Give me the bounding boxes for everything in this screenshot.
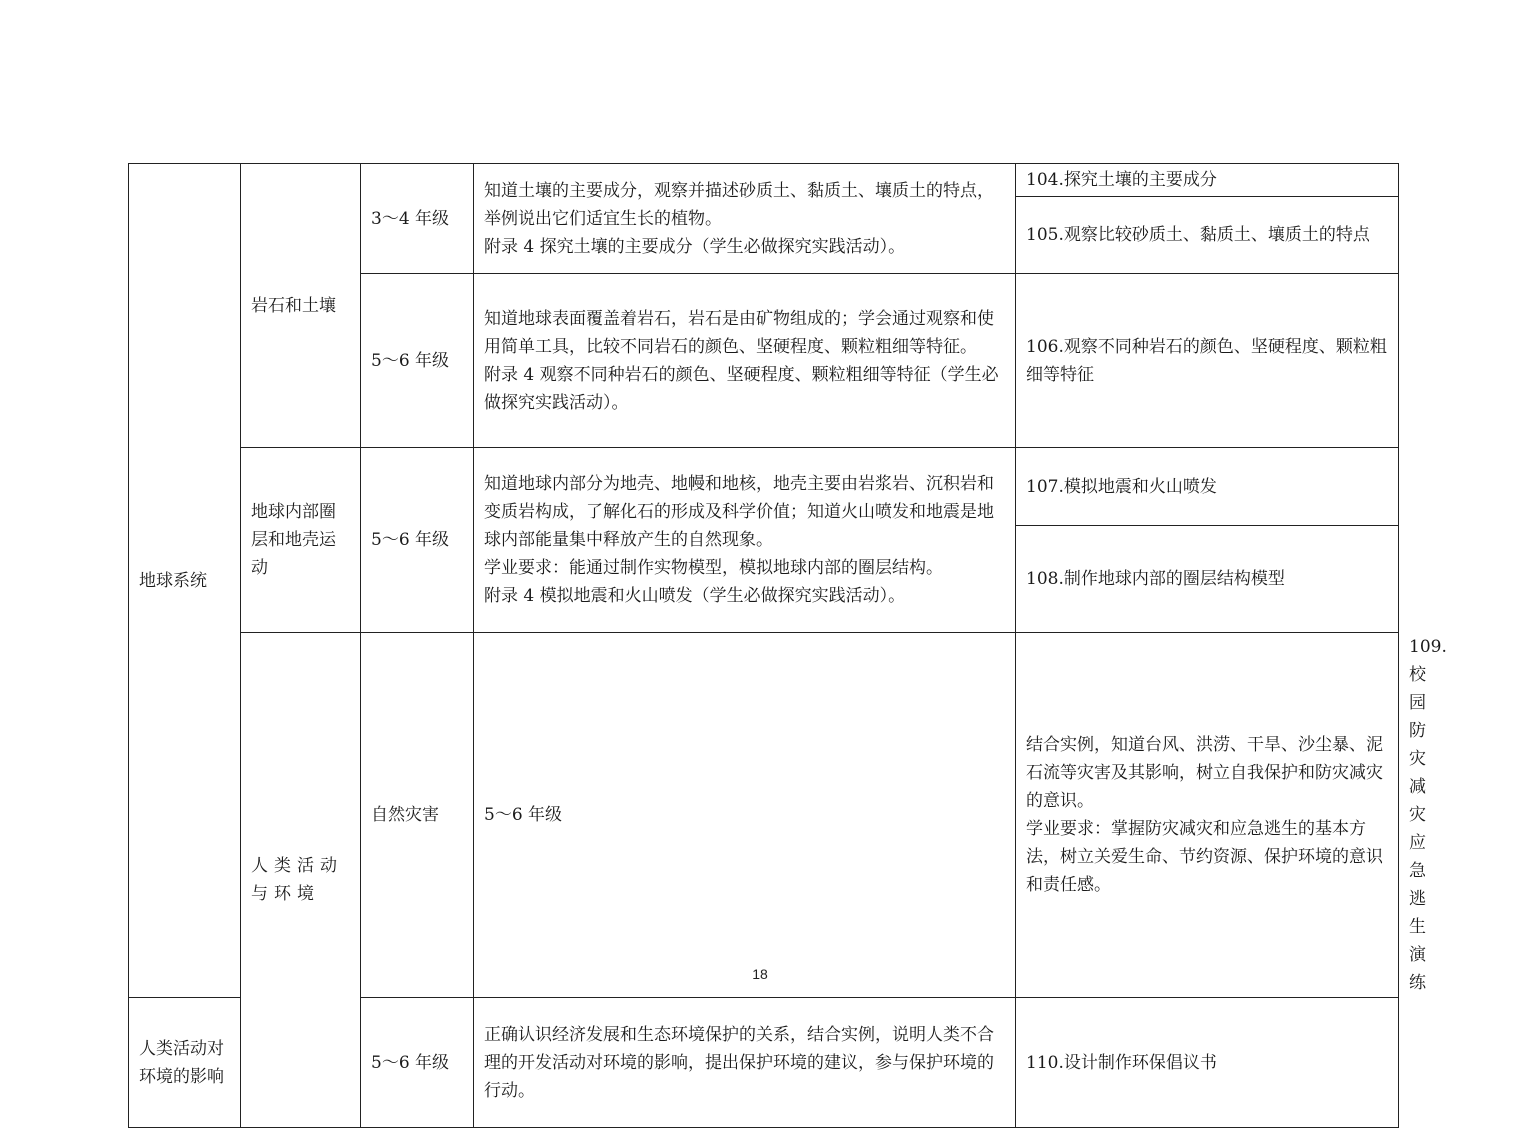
- topic-rock-soil: 岩石和土壤: [241, 164, 361, 448]
- requirement-interior: [474, 448, 1016, 633]
- page-number: 18: [752, 966, 768, 982]
- grade-5-6-interior: 5～6 年级: [361, 448, 474, 633]
- requirement-disaster-text: 结合实例，知道台风、洪涝、干旱、沙尘暴、泥石流等灾害及其影响，树立自我保护和防灾减灾的意识。: [1026, 735, 1383, 811]
- activity-106: 106.观察不同种岩石的颜色、坚硬程度、颗粒粗细等特征: [1016, 274, 1399, 448]
- requirement-disaster-academic: 学业要求：掌握防灾减灾和应急逃生的基本方法，树立关爱生命、节约资源、保护环境的意识和责任感。: [1026, 819, 1383, 895]
- requirement-impact-text: 正确认识经济发展和生态环境保护的关系，结合实例，说明人类不合理的开发活动对环境的影响，提出保护环境的建议，参与保护环境的行动。: [484, 1024, 994, 1101]
- domain-earth-system: 地球系统: [129, 164, 241, 998]
- requirement-soil-text: 知道土壤的主要成分，观察并描述砂质土、黏质土、壤质土的特点，举例说出它们适宜生长的植物。: [484, 180, 994, 229]
- activity-107: 107.模拟地震和火山喷发: [1016, 448, 1399, 526]
- requirement-soil-appendix: 附录 4 探究土壤的主要成分（学生必做探究实践活动）。: [484, 236, 906, 257]
- topic-earth-interior: 地球内部圈层和地壳运动: [241, 448, 361, 633]
- curriculum-table: 地球系统 岩石和土壤 3～4 年级 知道土壤的主要成分，观察并描述砂质土、黏质土、壤质土的特点，举例说出它们适宜生长的植物。 附录 4 探究土壤的主要成分（学生必做探究实践活动）。 104.探究土壤的主要成分 105.观察比较砂质土、黏质土、壤质土的特点 5～6 年级 知道地球表面覆盖着岩石，岩石是由矿物组成的；学会通过观察和使用简单工具，比较不同岩石的颜色、坚硬程度、颗粒粗细等特征。 附录 4 观察不同种岩石的颜色、坚硬程度、颗粒粗细等特征（学生必做探究实践活动）。 106.观察不同种岩石的颜色、坚硬程度、颗粒粗细等特征 地球内部圈层和地壳运动 5～6 年级 知道地球内部分为地壳、地幔和地核，地壳主要由岩浆岩、沉积岩和变质岩构成，了解化石的形成及科学价值；知道火山喷发和地震是地球内部能量集中释放产生的自然现象。 学业要求：能通过制作实物模型，模拟地球内部的圈层结构。 附录 4 模拟地震和火山喷发（学生必做探究实践活动）。 107.模拟地震和火山喷发 108.制作地球内部的圈层结构模型 人类活动与环境 自然灾害 5～6 年级 结合实例，知道台风、洪涝、干旱、沙尘暴、泥石流等灾害及其影响，树立自我保护和防灾减灾的意识。 学业要求：掌握防灾减灾和应急逃生的基本方法，树立关爱生命、节约资源、保护环境的意识和责任感。 109.校园防灾减灾应急逃生演练 人类活动对环境的影响 5～6 年级 正确认识经济发展和生态环境保护的关系，结合实例，说明人类不合理的开发活动对环境的影响，提出保护环境的建议，参与保护环境的行动。 110.设计制作环保倡议书: [128, 163, 1399, 1128]
- grade-5-6-impact: 5～6 年级: [361, 998, 474, 1128]
- activity-110: 110.设计制作环保倡议书: [1016, 998, 1399, 1128]
- grade-3-4: 3～4 年级: [361, 164, 474, 274]
- requirement-impact: [474, 998, 1016, 1128]
- grade-5-6-rock: 5～6 年级: [361, 274, 474, 448]
- requirement-rock-appendix: 附录 4 观察不同种岩石的颜色、坚硬程度、颗粒粗细等特征（学生必做探究实践活动）。: [484, 364, 999, 413]
- requirement-rock-text: 知道地球表面覆盖着岩石，岩石是由矿物组成的；学会通过观察和使用简单工具，比较不同岩石的颜色、坚硬程度、颗粒粗细等特征。: [484, 308, 994, 357]
- requirement-interior-academic: 学业要求：能通过制作实物模型，模拟地球内部的圈层结构。: [484, 558, 943, 578]
- topic-natural-disaster: 自然灾害: [361, 633, 474, 998]
- activity-104: 104.探究土壤的主要成分: [1016, 164, 1399, 197]
- requirement-rock: [474, 274, 1016, 448]
- requirement-interior-text: 知道地球内部分为地壳、地幔和地核，地壳主要由岩浆岩、沉积岩和变质岩构成，了解化石的形成及科学价值；知道火山喷发和地震是地球内部能量集中释放产生的自然现象。: [484, 474, 994, 550]
- topic-human-impact: 人类活动对环境的影响: [129, 998, 241, 1128]
- domain-human-environment: 人类活动与环境: [241, 633, 361, 1128]
- activity-105: 105.观察比较砂质土、黏质土、壤质土的特点: [1016, 197, 1399, 274]
- requirement-disaster: [1016, 633, 1399, 998]
- requirement-interior-appendix: 附录 4 模拟地震和火山喷发（学生必做探究实践活动）。: [484, 586, 906, 606]
- activity-108: 108.制作地球内部的圈层结构模型: [1016, 526, 1399, 633]
- requirement-soil: [474, 164, 1016, 274]
- grade-5-6-disaster: 5～6 年级: [474, 633, 1016, 998]
